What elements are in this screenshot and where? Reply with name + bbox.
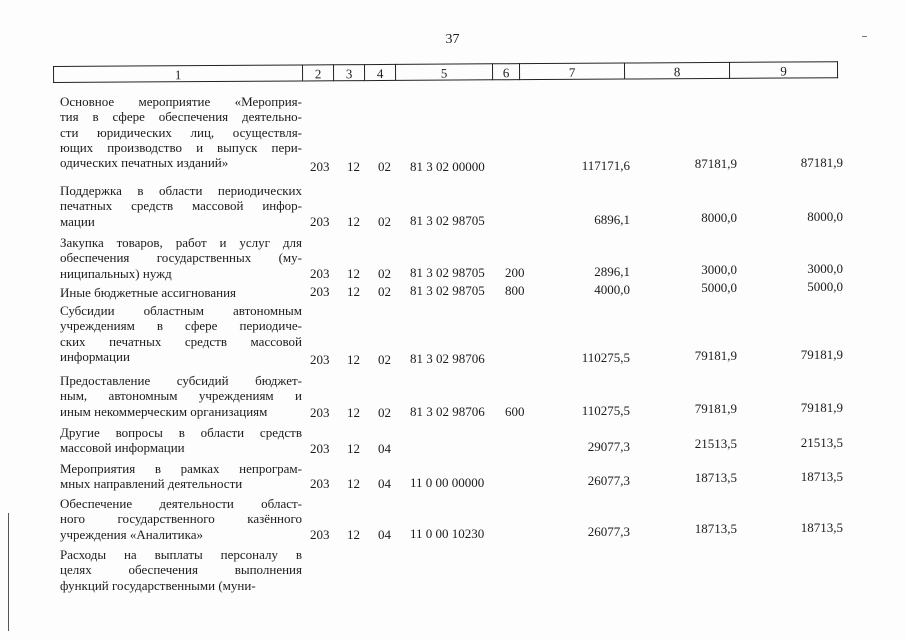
cell-col8: 3000,0 (701, 262, 737, 277)
cell-col5: 81 3 02 00000 (410, 159, 485, 174)
cell-col5: 11 0 00 10230 (410, 526, 485, 541)
cell-col3: 12 (347, 284, 360, 299)
cell-col7: 2896,1 (594, 264, 630, 279)
cell-col6: 600 (505, 404, 525, 419)
cell-col8: 79181,9 (694, 348, 737, 363)
cell-col4: 02 (378, 266, 391, 281)
header-col-9: 9 (729, 62, 837, 79)
cell-col8: 5000,0 (701, 280, 737, 295)
header-col-8: 8 (624, 62, 729, 79)
cell-col4: 02 (378, 284, 391, 299)
cell-col7: 29077,3 (587, 439, 630, 454)
cell-col8: 18713,5 (694, 470, 737, 485)
cell-col4: 02 (378, 214, 391, 229)
cell-col3: 12 (347, 159, 360, 174)
cell-col3: 12 (347, 527, 360, 542)
header-col-1: 1 (54, 65, 303, 83)
cell-col3: 12 (347, 266, 360, 281)
header-col-7: 7 (519, 63, 624, 80)
header-col-4: 4 (364, 64, 395, 80)
header-col-6: 6 (492, 64, 519, 80)
cell-col5: 81 3 02 98705 (410, 213, 485, 228)
cell-col9: 8000,0 (807, 209, 843, 224)
cell-col3: 12 (347, 476, 360, 491)
cell-col2: 203 (310, 441, 330, 456)
cell-col4: 04 (378, 527, 391, 542)
header-col-5: 5 (395, 64, 492, 81)
scan-mark (862, 36, 867, 37)
row-description: Иные бюджетные ассигнования (60, 285, 237, 300)
cell-col9: 79181,9 (800, 347, 843, 362)
cell-col5: 81 3 02 98706 (410, 351, 485, 366)
cell-col6: 200 (505, 265, 525, 280)
cell-col8: 79181,9 (694, 401, 737, 416)
cell-col3: 12 (347, 352, 360, 367)
cell-col7: 110275,5 (581, 350, 630, 365)
column-header-table (53, 61, 838, 83)
cell-col5: 81 3 02 98705 (410, 283, 485, 298)
cell-col2: 203 (310, 214, 330, 229)
cell-col9: 18713,5 (800, 520, 843, 535)
cell-col4: 02 (378, 352, 391, 367)
row-description: Другие вопросы в области средств массовой информации (60, 425, 302, 456)
cell-col5: 11 0 00 00000 (410, 475, 485, 490)
cell-col4: 04 (378, 441, 391, 456)
cell-col9: 87181,9 (800, 155, 843, 170)
cell-col3: 12 (347, 214, 360, 229)
cell-col9: 3000,0 (807, 261, 843, 276)
cell-col9: 18713,5 (800, 469, 843, 484)
row-description: Основное мероприятие «Мероприя- тия в сфере обеспечения деятельно- сти юридических лиц, осуществля- ющих производство и выпуск пери- одических печатных изданий» (60, 94, 302, 171)
cell-col5: 81 3 02 98706 (410, 404, 485, 419)
cell-col6: 800 (505, 283, 525, 298)
row-description: Поддержка в области периодических печатных средств массовой инфор- мации (60, 183, 302, 229)
cell-col2: 203 (310, 405, 330, 420)
cell-col2: 203 (310, 352, 330, 367)
row-description: Мероприятия в рамках непрограм- мных направлений деятельности (60, 461, 302, 492)
cell-col9: 79181,9 (800, 400, 843, 415)
cell-col7: 26077,3 (587, 473, 630, 488)
page-number: 37 (445, 32, 460, 47)
cell-col5: 81 3 02 98705 (410, 265, 485, 280)
row-description: Предоставление субсидий бюджет- ным, автономным учреждениям и иным некоммерческим организациям (60, 373, 302, 419)
cell-col2: 203 (310, 266, 330, 281)
header-col-3: 3 (333, 65, 364, 81)
cell-col3: 12 (347, 441, 360, 456)
cell-col2: 203 (310, 159, 330, 174)
cell-col8: 87181,9 (694, 156, 737, 171)
cell-col8: 8000,0 (701, 210, 737, 225)
cell-col9: 5000,0 (807, 279, 843, 294)
cell-col2: 203 (310, 527, 330, 542)
header-col-2: 2 (302, 65, 333, 81)
row-description: Закупка товаров, работ и услуг для обеспечения государственных (му- ниципальных) нужд (60, 235, 302, 281)
row-description: Субсидии областным автономным учреждениям в сфере периодиче- ских печатных средств массовой информации (60, 303, 302, 364)
cell-col2: 203 (310, 476, 330, 491)
cell-col9: 21513,5 (800, 435, 843, 450)
cell-col8: 21513,5 (694, 436, 737, 451)
cell-col4: 04 (378, 476, 391, 491)
row-description: Расходы на выплаты персоналу в целях обеспечения выполнения функций государственными (муни- (60, 547, 302, 593)
cell-col4: 02 (378, 159, 391, 174)
cell-col3: 12 (347, 405, 360, 420)
cell-col7: 110275,5 (581, 403, 630, 418)
cell-col7: 117171,6 (581, 158, 630, 173)
row-description: Обеспечение деятельности област- ного государственного казённого учреждения «Аналитика» (60, 496, 302, 542)
cell-col4: 02 (378, 405, 391, 420)
cell-col2: 203 (310, 284, 330, 299)
cell-col7: 4000,0 (594, 282, 630, 297)
cell-col8: 18713,5 (694, 521, 737, 536)
margin-line (8, 513, 9, 631)
cell-col7: 26077,3 (587, 524, 630, 539)
cell-col7: 6896,1 (594, 212, 630, 227)
